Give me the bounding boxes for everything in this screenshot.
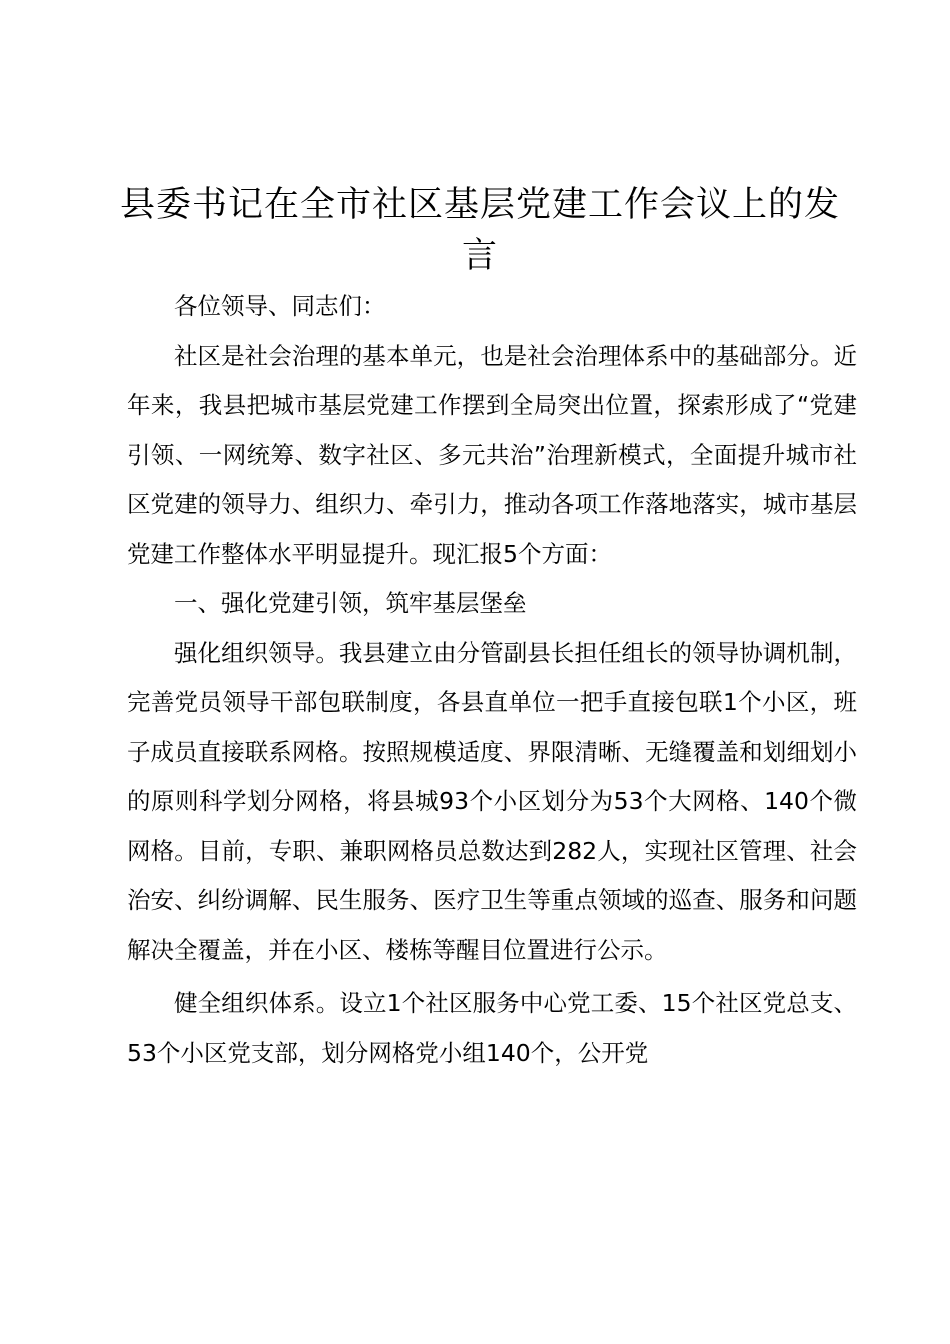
document-title: 县委书记在全市社区基层党建工作会议上的发言 bbox=[119, 185, 840, 276]
paragraph-intro: 社区是社会治理的基本单元，也是社会治理体系中的基础部分。近年来，我县把城市基层党建工作摆到全局突出位置，探索形成了“党建引领、一网统筹、数字社区、多元共治”治理新模式，全面提升城市社区党建的领导力、组织力、牵引力，推动各项工作落地落实，城市基层党建工作整体水平明显提升。现汇报5个方面： bbox=[127, 341, 857, 568]
section-heading-1: 一、强化党建引领，筑牢基层堡垒 bbox=[174, 589, 527, 617]
salutation: 各位领导、同志们： bbox=[174, 292, 386, 320]
paragraph-organization-system: 健全组织体系。设立1个社区服务中心党工委、15个社区党总支、53个小区党支部，划分网格党小组140个，公开党 bbox=[127, 989, 857, 1067]
document-body bbox=[127, 282, 857, 1078]
paragraph-organization-leadership: 强化组织领导。我县建立由分管副县长担任组长的领导协调机制，完善党员领导干部包联制度，各县直单位一把手直接包联1个小区，班子成员直接联系网格。按照规模适度、界限清晰、无缝覆盖和划细划小的原则科学划分网格，将县城93个小区划分为53个大网格、140个微网格。目前，专职、兼职网格员总数达到282人，实现社区管理、社会治安、纠纷调解、民生服务、医疗卫生等重点领域的巡查、服务和问题解决全覆盖，并在小区、楼栋等醒目位置进行公示。 bbox=[127, 638, 857, 964]
